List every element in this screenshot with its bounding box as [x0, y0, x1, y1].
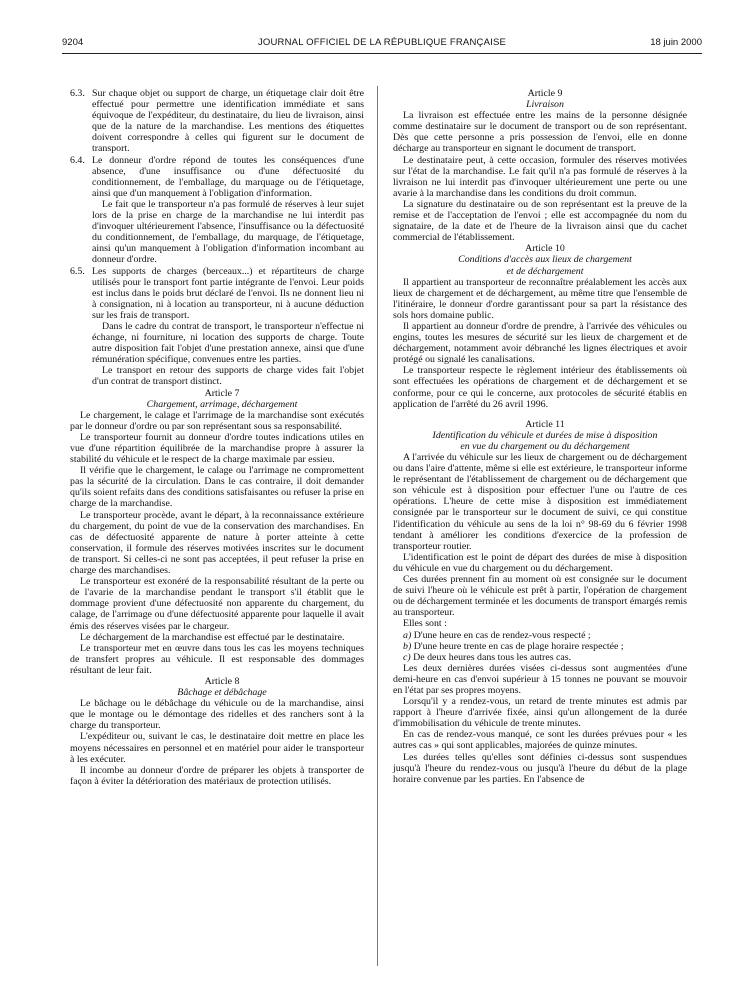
list-item — [403, 652, 687, 663]
list-letter: b) — [403, 640, 412, 652]
paragraph: La livraison est effectuée entre les mains de la personne désignée comme destinataire sur le document de transport ou de son représentant. Dès que cette personne a pris possession de l'envoi, elle en donne décharge au transporteur en signant le document de transport. — [393, 110, 687, 155]
paragraph: Le transporteur procède, avant le départ, à la reconnaissance extérieure du chargement, du point de vue de la conservation des marchandises. En cas de défectuosité apparente de nature à porter atteinte à cette conservation, il formule des réserves motivées inscrites sur le document de transport. Si celles-ci ne sont pas acceptées, il peut refuser la prise en charge des marchandises. — [70, 509, 364, 577]
paragraph: Le destinataire peut, à cette occasion, formuler des réserves motivées sur l'état de la marchandise. Le fait qu'il n'a pas formulé de réserves à la livraison ne lui interdit pas d'invoquer ultérieurement une perte ou une avarie à la marchandise dans les conditions du droit commun. — [393, 154, 687, 199]
paragraph: Ces durées prennent fin au moment où est consignée sur le document de suivi l'heure où le véhicule est prêt à partir, l'opération de chargement ou de déchargement terminée et les documents de transport émargés remis au transporteur. — [393, 574, 687, 619]
list-letter: c) — [403, 651, 411, 663]
article-11-subtitle-line2: en vue du chargement ou du déchargement — [460, 440, 630, 452]
list-item — [403, 630, 687, 641]
paragraph: A l'arrivée du véhicule sur les lieux de chargement ou de déchargement ou dans l'aire d'attente, même si elle est extérieure, le transporteur informe le représentant de l'établissement de chargement ou de déchargement que son véhicule est à disposition pour effectuer l'une ou l'autre de ces opérations. L'heure de cette mise à disposition est immédiatement consignée par le transporteur sur le document de suivi, ce qui constitue l'identification du véhicule au sens de la loi n° 98-69 du 6 février 1998 tendant à améliorer les conditions d'exercice de la profession de transporteur routier. — [393, 452, 687, 552]
left-column — [70, 88, 364, 787]
page-header — [62, 37, 702, 53]
durations-list — [393, 630, 687, 663]
paragraph: La signature du destinataire ou de son représentant est la preuve de la remise et de l'acceptation de l'envoi ; elle est accompagnée du nom du signataire, de la date et de l'heure de la livraison ainsi que du cachet commercial de l'établissement. — [393, 198, 687, 244]
item-6-3 — [70, 88, 364, 155]
paragraph: Le transporteur respecte le règlement intérieur des établissements où sont effectuées les opérations de chargement et de déchargement et se conforme, pour ce qui le concerne, aux protocoles de sécurité établis en application de l'arrêté du 26 avril 1996. — [393, 365, 687, 410]
paragraph: Elles sont : — [403, 618, 447, 630]
paragraph: Le transporteur met en œuvre dans tous les cas les moyens techniques de transfert propres au véhicule. Il est responsable des dommages résultant de leur fait. — [70, 642, 364, 676]
list-text: D'une heure trente en cas de plage horaire respectée ; — [413, 640, 624, 652]
paragraph: Le transporteur fournit au donneur d'ordre toutes indications utiles en vue d'une répartition équilibrée de la marchandise propre à assurer la stabilité du véhicule et le respect de la charge maximale par essieu. — [70, 431, 364, 466]
paragraph: Le bâchage ou le débâchage du véhicule ou de la marchandise, ainsi que le montage ou le démontage des ridelles et des ranchers sont à la charge du transporteur. — [70, 698, 364, 732]
paragraph: Il appartient au transporteur de reconnaître préalablement les accès aux lieux de chargement et de déchargement, au même titre que l'ensemble de l'itinéraire, le donneur d'ordre garantissant pour sa part la résistance des sols hors domaine public. — [393, 276, 687, 321]
item-number: 6.3. — [70, 88, 85, 99]
list-text: De deux heures dans tous les autres cas. — [413, 651, 572, 663]
paragraph: Il vérifie que le chargement, le calage ou l'arrimage ne compromettent pas la sécurité de la circulation. Dans le cas contraire, il doit demander qu'ils soient refaits dans des conditions satisfaisantes ou refuser la prise en charge de la marchandise. — [70, 465, 364, 510]
paragraph: Les deux dernières durées visées ci-dessus sont augmentées d'une demi-heure en cas d'envoi supérieur à 15 tonnes ne pouvant se mouvoir en l'état par ses propres moyens. — [393, 662, 687, 696]
article-8-title: Article 8 — [204, 675, 240, 687]
page-number: 9204 — [62, 37, 84, 48]
paragraph: Dans le cadre du contrat de transport, le transporteur n'effectue ni échange, ni fourniture, ni location des supports de charge. Toute autre disposition fait l'objet d'une prestation annexe, ainsi que d'une rémunération spécifique, convenues entre les parties. — [92, 320, 364, 366]
article-10-subtitle-line1: Conditions d'accès aux lieux de chargement — [458, 254, 632, 266]
list-text: D'une heure en cas de rendez-vous respecté ; — [413, 629, 591, 641]
journal-title: JOURNAL OFFICIEL DE LA RÉPUBLIQUE FRANÇAISE — [257, 37, 507, 48]
paragraph: Le fait que le transporteur n'a pas formulé de réserves à leur sujet lors de la prise en charge de la marchandise ne lui interdit pas d'invoquer ultérieurement l'absence, l'insuffisance ou la défectuosité du conditionnement, de l'emballage, du marquage, de l'étiquetage, ainsi qu'un manquement à l'obligation d'information incombant au donneur d'ordre. — [92, 198, 364, 266]
paragraph: Il appartient au donneur d'ordre de prendre, à l'arrivée des véhicules ou engins, toutes les mesures de sécurité sur les lieux de chargement et de déchargement, notamment avoir débranché les lignes électriques et avoir protégé ou signalé les canalisations. — [393, 320, 687, 366]
item-number: 6.4. — [70, 154, 85, 166]
article-9-subtitle: Livraison — [526, 99, 564, 111]
article-11-subtitle-line1: Identification du véhicule et durées de mise à disposition — [432, 429, 658, 441]
item-6-4 — [70, 155, 364, 266]
paragraph: Il incombe au donneur d'ordre de préparer les objets à transporter de façon à éviter la détérioration des matériaux de protection utilisés. — [70, 764, 364, 787]
article-10-subtitle-line2: et de déchargement — [506, 265, 584, 277]
paragraph: Les durées telles qu'elles sont définies ci-dessus sont suspendues jusqu'à l'heure du rendez-vous ou jusqu'à l'heure du début de la plage horaire convenue par les parties. En l'absence de — [393, 751, 687, 785]
publication-date: 18 juin 2000 — [650, 37, 702, 48]
item-number: 6.5. — [70, 265, 85, 277]
article-11-title: Article 11 — [525, 418, 565, 430]
paragraph: Sur chaque objet ou support de charge, un étiquetage clair doit être effectué pour permettre une identification immédiate et sans équivoque de l'expéditeur, du destinataire, du lieu de livraison, ainsi que de la nature de la marchandise. Les mentions des étiquettes doivent correspondre à celles qui figurent sur le document de transport. — [92, 88, 364, 155]
article-7-title: Article 7 — [204, 387, 240, 399]
list-item — [403, 641, 687, 652]
paragraph: L'identification est le point de départ des durées de mise à disposition du véhicule en vue du chargement ou du déchargement. — [393, 551, 687, 574]
article-9-title: Article 9 — [527, 88, 563, 99]
item-6-5 — [70, 266, 364, 388]
right-column — [393, 88, 687, 785]
column-divider — [377, 86, 378, 966]
paragraph: Le déchargement de la marchandise est effectué par le destinataire. — [80, 631, 345, 643]
article-10-title: Article 10 — [525, 243, 565, 255]
paragraph: Le transporteur est exonéré de la responsabilité résultant de la perte ou de l'avarie de la marchandise pendant le transport s'il établit que le dommage provient d'une défectuosité non apparente du chargement, du calage, de l'arrimage ou d'une défectuosité apparente pour laquelle il avait émis des réserves visées par le chargeur. — [70, 576, 364, 632]
paragraph: Le transport en retour des supports de charge vides fait l'objet d'un contrat de transport distinct. — [92, 365, 364, 388]
article-8-subtitle: Bâchage et débâchage — [177, 687, 267, 699]
paragraph: En cas de rendez-vous manqué, ce sont les durées prévues pour « les autres cas » qui sont applicables, majorées de quinze minutes. — [393, 729, 687, 752]
list-letter: a) — [403, 629, 412, 641]
paragraph: Le chargement, le calage et l'arrimage de la marchandise sont exécutés par le donneur d'ordre ou par son représentant sous sa responsabilité. — [70, 409, 364, 432]
paragraph: Le donneur d'ordre répond de toutes les conséquences d'une absence, d'une insuffisance ou d'une défectuosité du conditionnement, de l'emballage, du marquage ou de l'étiquetage, ainsi que d'un manquement à l'obligation d'information. — [92, 154, 364, 199]
paragraph: L'expéditeur ou, suivant le cas, le destinataire doit mettre en place les moyens nécessaires en personnel et en matériel pour aider le transporteur à les exécuter. — [70, 731, 364, 765]
article-7-subtitle: Chargement, arrimage, déchargement — [146, 398, 298, 410]
paragraph: Lorsqu'il y a rendez-vous, un retard de trente minutes est admis par rapport à l'heure d'arrivée fixée, ainsi qu'un allongement de la durée d'immobilisation du véhicule de trente minutes. — [393, 696, 687, 730]
header-rule — [62, 53, 702, 54]
paragraph: Les supports de charges (berceaux...) et répartiteurs de charge utilisés pour le transport font partie intégrante de l'envoi. Leur poids est inclus dans le poids brut déclaré de l'envoi. Ils ne donnent lieu ni à consignation, ni à location au transporteur, ni à aucune déduction sur les frais de transport. — [92, 265, 364, 321]
